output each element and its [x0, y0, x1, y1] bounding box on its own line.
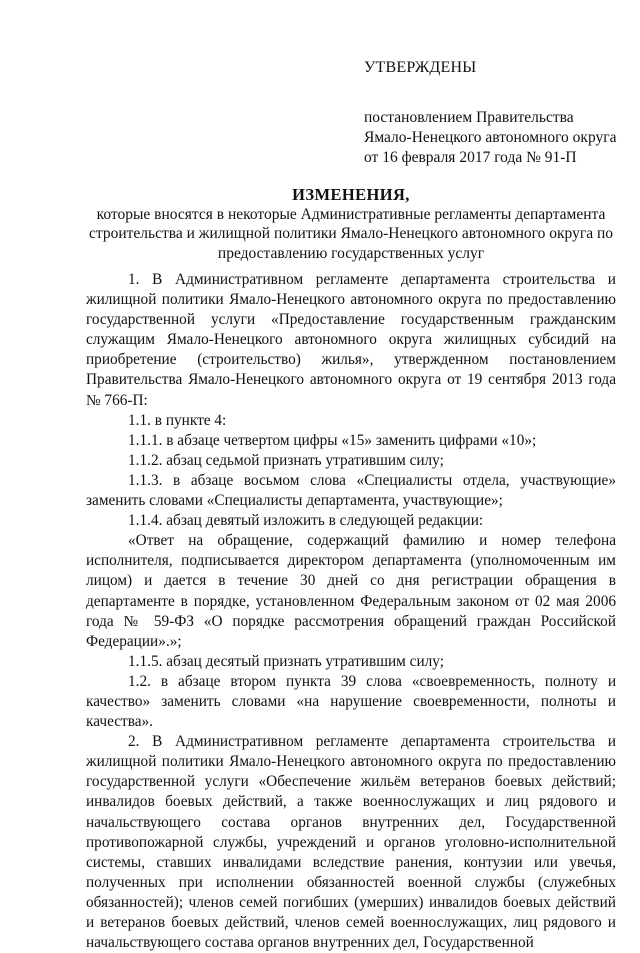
approval-heading: УТВЕРЖДЕНЫ — [364, 59, 477, 76]
document-title — [86, 185, 616, 263]
approval-block — [364, 58, 617, 168]
paragraph: 1.1.3. в абзаце восьмом слова «Специалисты отдела, участвующие» заменить словами «Специалисты департамента, участвующие»; — [86, 471, 616, 510]
paragraph: 2. В Административном регламенте департамента строительства и жилищной политики Ямало-Ненецкого автономного округа по предоставлению государственной услуги «Обеспечение жильём ветеранов боевых действий; инвалидов боевых действий, а также военнослужащих и лиц рядового и начальствующего состава органов внутренних дел, Государственной противопожарной службы, учреждений и органов уголовно-исполнительной системы, ставших инвалидами вследствие ранения, контузии или увечья, полученных при исполнении обязанностей военной службы (служебных обязанностей); членов семей погибших (умерших) инвалидов боевых действий и ветеранов боевых действий, членов семей военнослужащих, лиц рядового и начальствующего состава органов внутренних дел, Государственной — [86, 733, 616, 952]
approval-line: Ямало-Ненецкого автономного округа — [364, 129, 617, 146]
paragraph: 1.1.1. в абзаце четвертом цифры «15» заменить цифрами «10»; — [128, 431, 537, 449]
approval-line: от 16 февраля 2017 года № 91-П — [364, 149, 577, 166]
paragraph: 1.1.5. абзац десятый признать утратившим силу; — [128, 652, 444, 670]
title-main: ИЗМЕНЕНИЯ, — [292, 185, 410, 204]
paragraph: 1.1. в пункте 4: — [128, 411, 227, 429]
paragraph: 1.1.2. абзац седьмой признать утратившим силу; — [128, 451, 444, 469]
paragraph: 1.2. в абзаце втором пункта 39 слова «своевременность, полноту и качество» заменить словами «на нарушение своевременности, полноты и качества». — [86, 672, 616, 731]
paragraph: 1. В Административном регламенте департамента строительства и жилищной политики Ямало-Ненецкого автономного округа по предоставлению государственной услуги «Предоставление государственным гражданским служащим Ямало-Ненецкого автономного округа жилищных субсидий на приобретение (строительство) жилья», утвержденном постановлением Правительства Ямало-Ненецкого автономного округа от 19 сентября 2013 года № 766-П: — [86, 271, 616, 409]
approval-line: постановлением Правительства — [364, 109, 574, 126]
title-subtitle: которые вносятся в некоторые Административные регламенты департамента строительства и жилищной политики Ямало-Ненецкого автономного округа по предоставлению государственных услуг — [88, 205, 613, 262]
document-body — [86, 270, 616, 953]
paragraph: 1.1.4. абзац девятый изложить в следующей редакции: — [128, 512, 484, 530]
paragraph: «Ответ на обращение, содержащий фамилию и номер телефона исполнителя, подписывается директором департамента (уполномоченным им лицом) и дается в течение 30 дней со дня регистрации обращения в департаменте в порядке, установленном Федеральным законом от 02 мая 2006 года № 59-ФЗ «О порядке рассмотрения обращений граждан Российской Федерации».»; — [86, 532, 616, 650]
